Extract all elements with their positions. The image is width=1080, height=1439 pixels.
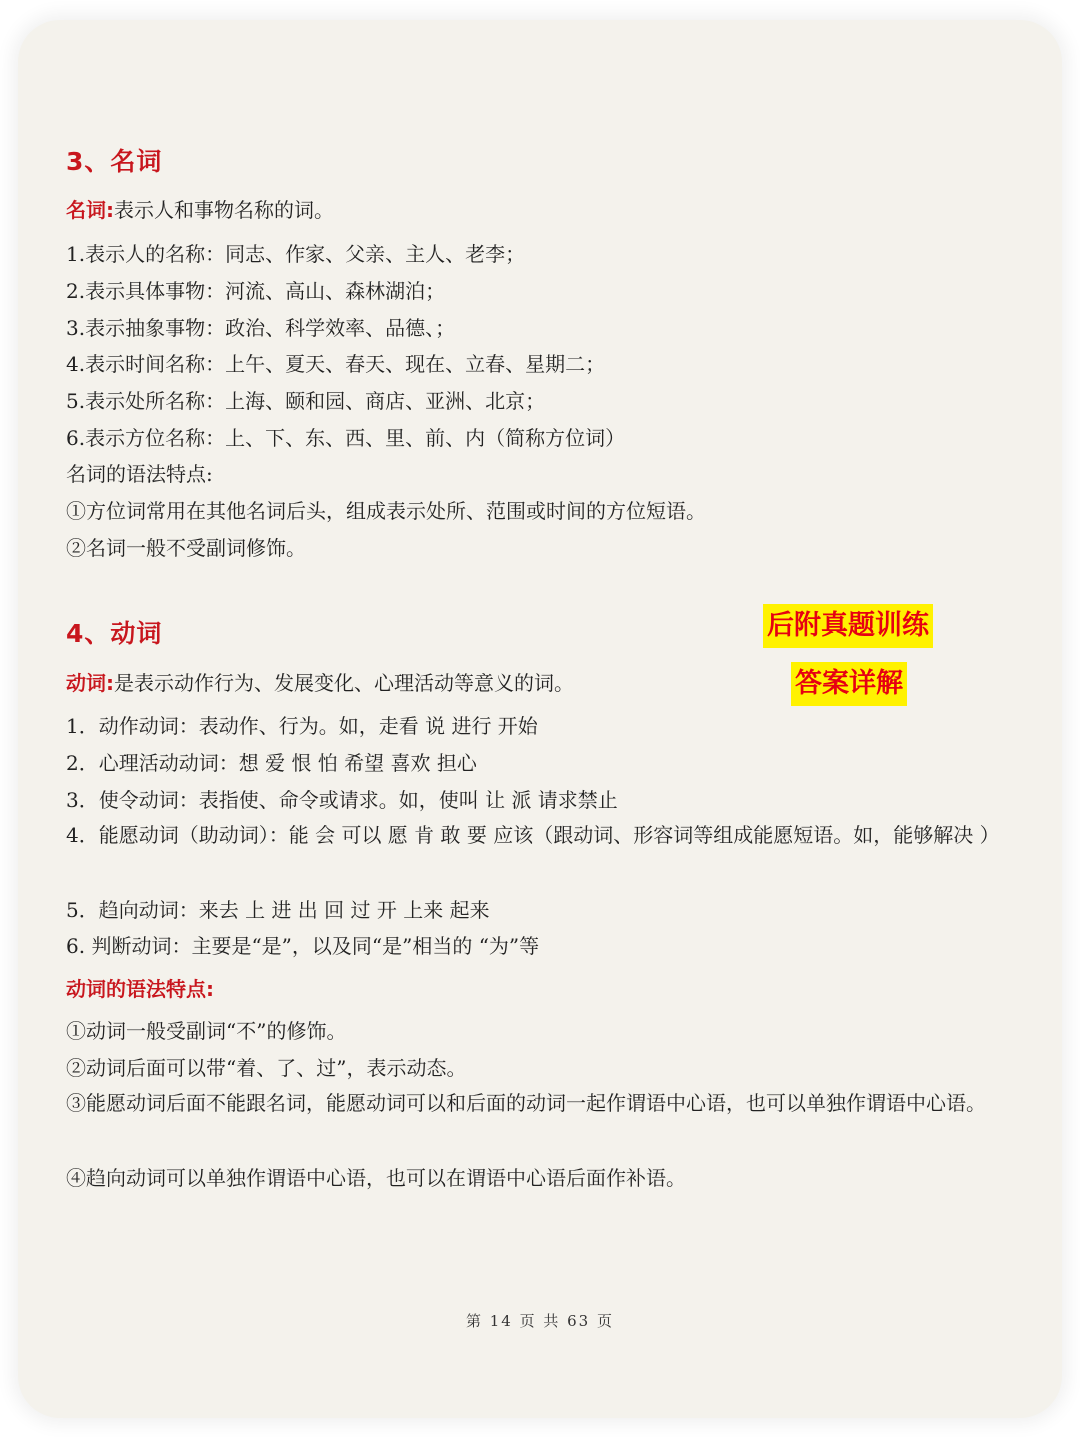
verb-item-2: 2．心理活动动词：想 爱 恨 怕 希望 喜欢 担心: [66, 751, 477, 775]
noun-feature-1: ①方位词常用在其他名词后头，组成表示处所、范围或时间的方位短语。: [66, 499, 706, 523]
section-title-noun: 3、名词: [66, 147, 163, 176]
verb-item-3: 3．使令动词：表指使、命令或请求。如，使叫 让 派 请求禁止: [66, 788, 618, 812]
noun-features-heading: 名词的语法特点:: [66, 462, 213, 486]
verb-feature-1: ①动词一般受副词“不”的修饰。: [66, 1019, 347, 1043]
verb-item-6: 6. 判断动词：主要是“是”，以及同“是”相当的 “为”等: [66, 934, 540, 958]
noun-definition-text: 表示人和事物名称的词。: [114, 198, 334, 222]
verb-feature-3: ③能愿动词后面不能跟名词，能愿动词可以和后面的动词一起作谓语中心语，也可以单独作谓语中心语。: [66, 1091, 986, 1115]
verb-definition-label: 动词:: [66, 671, 114, 695]
verb-item-1: 1．动作动词：表动作、行为。如，走看 说 进行 开始: [66, 714, 538, 738]
noun-feature-2: ②名词一般不受副词修饰。: [66, 536, 306, 560]
noun-item-1: 1.表示人的名称：同志、作家、父亲、主人、老李；: [66, 242, 526, 266]
promo-label-answers: 答案详解: [791, 662, 907, 706]
verb-feature-2: ②动词后面可以带“着、了、过”，表示动态。: [66, 1056, 467, 1080]
page-number: 第 14 页 共 63 页: [465, 1312, 614, 1330]
section-title-verb: 4、动词: [66, 619, 163, 648]
verb-definition-text: 是表示动作行为、发展变化、心理活动等意义的词。: [114, 671, 574, 695]
verb-item-5: 5．趋向动词：来去 上 进 出 回 过 开 上来 起来: [66, 898, 490, 922]
verb-item-4: 4．能愿动词（助动词）：能 会 可以 愿 肯 敢 要 应该（跟动词、形容词等组成能愿短语。如，能够解决 ）: [66, 823, 1000, 847]
document-page: [18, 20, 1062, 1418]
verb-definition: [66, 669, 574, 697]
verb-feature-4: ④趋向动词可以单独作谓语中心语，也可以在谓语中心语后面作补语。: [66, 1166, 686, 1190]
promo-label-exercises: 后附真题训练: [763, 604, 933, 648]
noun-item-2: 2.表示具体事物：河流、高山、森林湖泊；: [66, 279, 446, 303]
noun-item-4: 4.表示时间名称：上午、夏天、春天、现在、立春、星期二；: [66, 352, 606, 376]
noun-item-6: 6.表示方位名称：上、下、东、西、里、前、内（简称方位词）: [66, 426, 626, 450]
noun-definition: [66, 196, 334, 224]
noun-definition-label: 名词:: [66, 198, 114, 222]
verb-features-heading: 动词的语法特点:: [66, 977, 214, 1001]
noun-item-3: 3.表示抽象事物：政治、科学效率、品德、；: [66, 316, 456, 340]
noun-item-5: 5.表示处所名称：上海、颐和园、商店、亚洲、北京；: [66, 389, 546, 413]
